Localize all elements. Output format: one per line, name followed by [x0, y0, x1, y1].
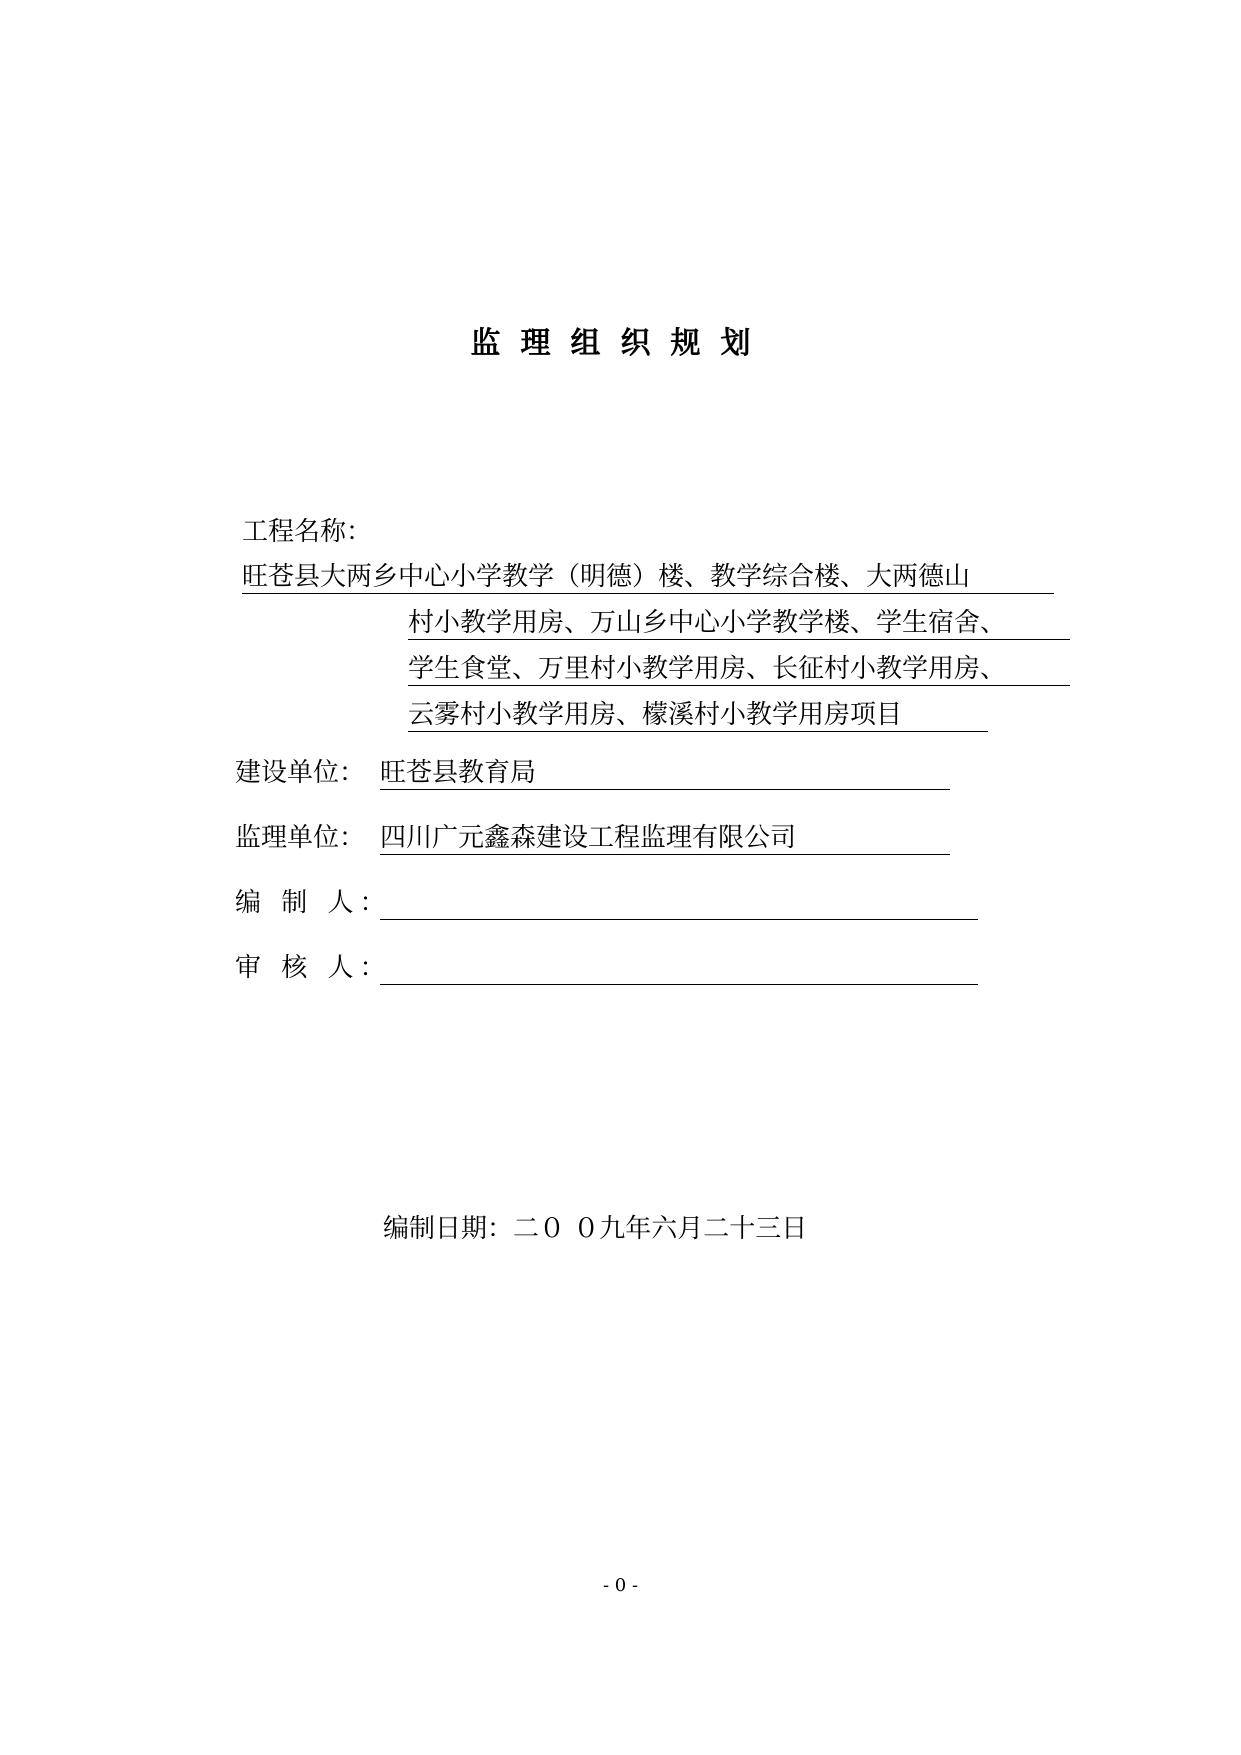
project-name-line-4: 云雾村小教学用房、檬溪村小教学用房项目 [408, 699, 988, 732]
owner-value: 旺苍县教育局 [380, 757, 950, 790]
reviewer-label: 审 核 人： [235, 953, 392, 983]
page-number: - 0 - [602, 1575, 639, 1596]
owner-label: 建设单位： [235, 758, 366, 788]
project-name-line-1: 旺苍县大两乡中心小学教学（明德）楼、教学综合楼、大两德山 [242, 561, 1054, 594]
compiler-value [380, 887, 978, 920]
supervisor-label: 监理单位： [235, 823, 366, 853]
supervisor-value: 四川广元鑫森建设工程监理有限公司 [380, 822, 950, 855]
compile-date: 编制日期：二０ ０九年六月二十三日 [383, 1214, 808, 1244]
project-name-line-2: 村小教学用房、万山乡中心小学教学楼、学生宿舍、 [408, 607, 1070, 640]
project-name-label: 工程名称： [242, 517, 373, 547]
compiler-label: 编 制 人： [235, 888, 392, 918]
reviewer-value [380, 952, 978, 985]
document-title: 监理组织规划 [470, 326, 771, 361]
project-name-line-3: 学生食堂、万里村小教学用房、长征村小教学用房、 [408, 653, 1070, 686]
